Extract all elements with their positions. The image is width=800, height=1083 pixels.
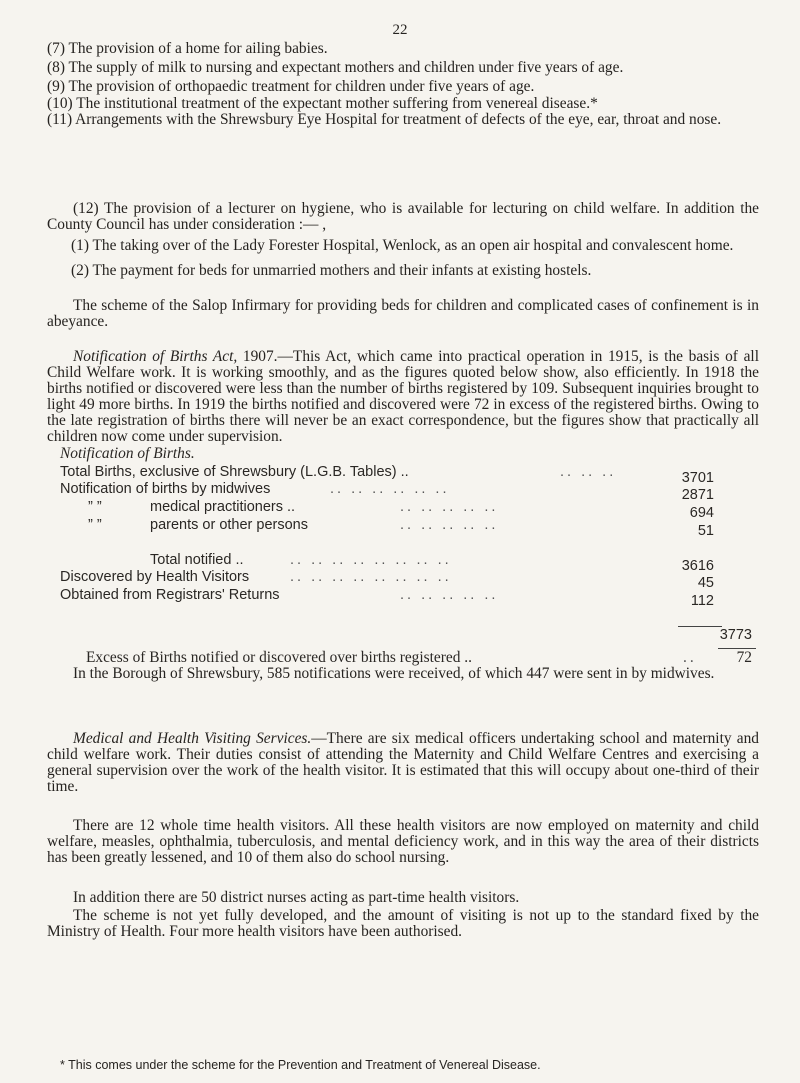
row-value: 51 bbox=[697, 523, 714, 539]
leader-dots: .. .. .. .. .. .. .. .. bbox=[290, 552, 452, 568]
row-label: medical practitioners .. bbox=[150, 499, 296, 515]
grand-total-value: 3773 bbox=[719, 627, 752, 643]
excess-label: Excess of Births notified or discovered over births registered .. bbox=[86, 649, 472, 666]
row-label: Obtained from Registrars' Returns bbox=[60, 587, 280, 603]
row-value: 45 bbox=[697, 575, 714, 591]
item-text: The provision of orthopaedic treatment for children under five years of age. bbox=[68, 78, 535, 95]
table-row bbox=[0, 587, 800, 609]
table-row bbox=[0, 481, 800, 503]
sub-item-text: The taking over of the Lady Forester Hospital, Wenlock, as an open air hospital and convalescent home. bbox=[92, 237, 734, 254]
row-label: parents or other persons bbox=[150, 517, 308, 533]
table-row bbox=[0, 464, 800, 486]
table-row bbox=[0, 517, 800, 539]
item-number: (7) bbox=[47, 40, 65, 57]
leader-dots: .. .. .. .. .. bbox=[400, 587, 499, 603]
district-nurses-paragraph bbox=[47, 890, 759, 906]
table-row bbox=[0, 552, 800, 574]
item-text: The provision of a home for ailing babies. bbox=[68, 40, 328, 57]
medical-heading: Medical and Health Visiting Services. bbox=[73, 730, 312, 747]
table-row bbox=[0, 499, 800, 521]
notification-heading: Notification of Births Act, bbox=[73, 348, 238, 365]
medical-paragraph bbox=[47, 731, 759, 795]
row-value: 2871 bbox=[681, 487, 714, 503]
item-text: The supply of milk to nursing and expectant mothers and children under five years of age. bbox=[68, 59, 624, 76]
row-label: Total notified .. bbox=[150, 552, 244, 568]
salop-paragraph bbox=[47, 298, 759, 330]
visitors-text: There are 12 whole time health visitors. All these health visitors are now employed on maternity and child welfare, measles, ophthalmia, tuberculosis, and mental deficiency work, and in this way the area of their districts has been greatly lessened, and 10 of them also do school nursing. bbox=[47, 817, 759, 866]
footnote: * This comes under the scheme for the Prevention and Treatment of Venereal Disease. bbox=[60, 1058, 541, 1072]
district-text: In addition there are 50 district nurses acting as part-time health visitors. bbox=[73, 889, 520, 906]
scheme-text: The scheme is not yet fully developed, and the amount of visiting is not up to the standard fixed by the Ministry of Health. Four more health visitors have been authorised. bbox=[47, 907, 759, 940]
visitors-paragraph bbox=[47, 818, 759, 866]
page-number: 22 bbox=[392, 22, 408, 38]
row-value: 694 bbox=[689, 505, 714, 521]
item-text: Arrangements with the Shrewsbury Eye Hospital for treatment of defects of the eye, ear, throat and nose. bbox=[75, 111, 722, 128]
row-label: Discovered by Health Visitors bbox=[60, 569, 250, 585]
grand-total-row bbox=[0, 627, 800, 644]
leader-dots: .. bbox=[683, 649, 697, 666]
row-label: Notification of births by midwives bbox=[60, 481, 271, 497]
medical-text: —There are six medical officers undertaking school and maternity and child welfare work. Their duties consist of attending the Maternity and Child Welfare Centres and exercising a general supervision over the work of the health visitor. It is estimated that this will occupy about one-third of their time. bbox=[47, 730, 760, 795]
row-value: 3616 bbox=[681, 558, 714, 574]
leader-dots: .. .. .. .. .. bbox=[400, 517, 499, 533]
consideration-list bbox=[47, 238, 759, 279]
borough-text: In the Borough of Shrewsbury, 585 notifications were received, of which 447 were sent in by midwives. bbox=[73, 665, 715, 682]
provision-list bbox=[47, 41, 759, 128]
notification-text: 1907.—This Act, which came into practical operation in 1915, is the basis of all Child Welfare work. It is working smoothly, and as the figures quoted below show, also efficiently. In 1918 the births notified or discovered were less than the number of births registered by 109. Subsequent inquiries brought to light 49 more births. In 1919 the births notified and discovered were 72 in excess of the registered births. Owing to the late registration of births there will never be an exact correspondence, but the figures show that practically all children now come under supervision. bbox=[47, 348, 759, 445]
item-number: (8) bbox=[47, 59, 65, 76]
item-number: (9) bbox=[47, 78, 65, 95]
sub-item-number: (2) bbox=[71, 262, 89, 279]
row-value: 112 bbox=[690, 593, 714, 609]
leader-dots: .. .. .. .. .. .. bbox=[330, 481, 450, 497]
item-number: (10) bbox=[47, 95, 73, 112]
row-value: 3701 bbox=[681, 470, 714, 486]
borough-paragraph bbox=[47, 666, 759, 682]
ditto-marks: ” ” bbox=[88, 517, 102, 533]
lecturer-paragraph bbox=[47, 201, 759, 233]
sub-item-text: The payment for beds for unmarried mothers and their infants at existing hostels. bbox=[92, 262, 592, 279]
table-row bbox=[0, 569, 800, 591]
leader-dots: .. .. .. .. .. bbox=[400, 499, 499, 515]
scheme-paragraph bbox=[47, 908, 759, 940]
notification-paragraph bbox=[47, 349, 759, 445]
leader-dots: .. .. .. bbox=[560, 464, 617, 480]
sub-item-number: (1) bbox=[71, 237, 89, 254]
leader-dots: .. .. .. .. .. .. .. .. bbox=[290, 569, 452, 585]
salop-text: The scheme of the Salop Infirmary for providing beds for children and complicated cases of confinement is in abeyance. bbox=[47, 297, 759, 330]
row-label: Total Births, exclusive of Shrewsbury (L.G.B. Tables) .. bbox=[60, 464, 409, 480]
table-title: Notification of Births. bbox=[60, 445, 195, 462]
item-number: (11) bbox=[47, 111, 73, 128]
ditto-marks: ” ” bbox=[88, 499, 102, 515]
item-text: The institutional treatment of the expectant mother suffering from venereal disease.* bbox=[76, 95, 598, 112]
excess-row bbox=[0, 649, 800, 666]
item-12-text: (12) The provision of a lecturer on hygiene, who is available for lecturing on child welfare. In addition the County Council has under consideration :— , bbox=[47, 200, 759, 233]
excess-value: 72 bbox=[736, 649, 752, 666]
